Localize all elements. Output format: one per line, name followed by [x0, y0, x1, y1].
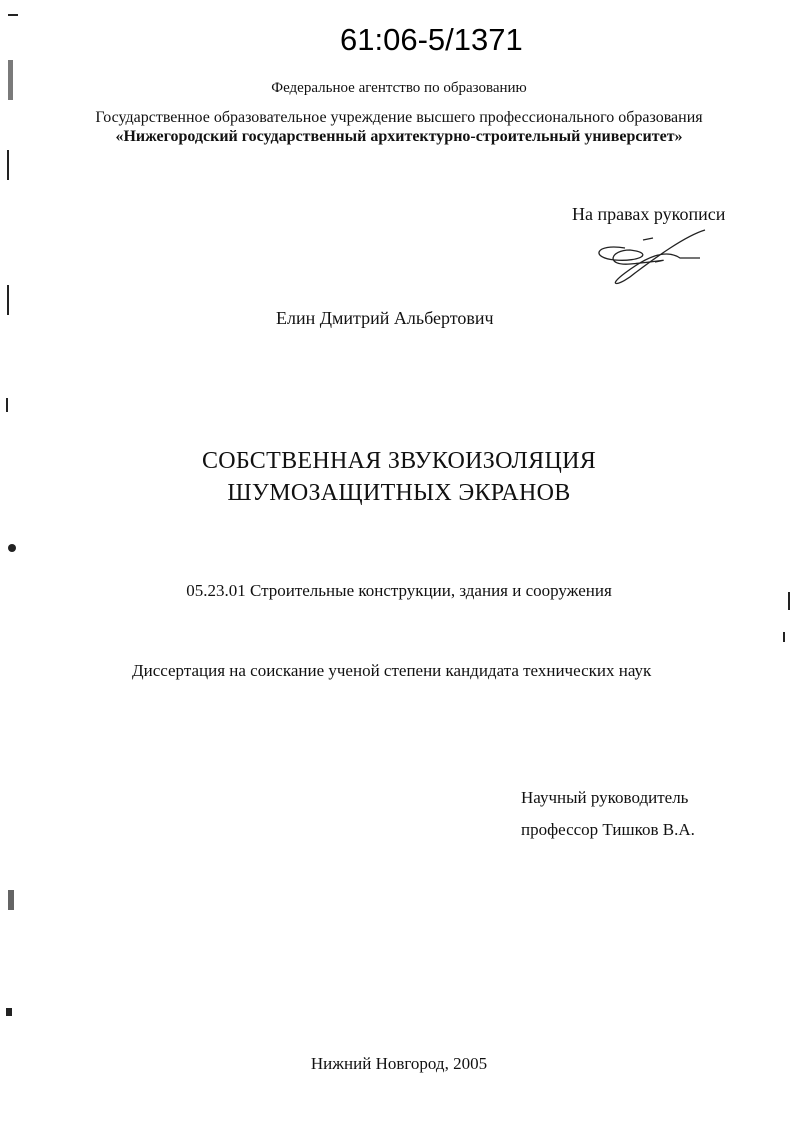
scan-artifact [8, 890, 14, 910]
scan-artifact [7, 285, 9, 315]
scan-artifact [8, 14, 18, 16]
signature [585, 228, 715, 288]
scan-artifact [783, 632, 785, 642]
supervisor-label: Научный руководитель [521, 788, 689, 807]
institution-name: Государственное образовательное учреждение высшего профессионального образования [95, 109, 703, 126]
scan-artifact [6, 1008, 12, 1016]
scan-artifact [7, 150, 9, 180]
scan-artifact [788, 592, 790, 610]
scan-artifact [8, 544, 16, 552]
manuscript-rights: На правах рукописи [572, 204, 726, 224]
scan-artifact [8, 60, 13, 100]
supervisor-name: профессор Тишков В.А. [521, 820, 695, 839]
scan-artifact [6, 398, 8, 412]
specialty: 05.23.01 Строительные конструкции, здания и сооружения [186, 581, 612, 600]
dissertation-title-line2: ШУМОЗАЩИТНЫХ ЭКРАНОВ [227, 480, 571, 506]
city-year: Нижний Новгород, 2005 [310, 1054, 488, 1073]
agency-name: Федеральное агентство по образованию [271, 80, 527, 96]
dissertation-title-line1: СОБСТВЕННАЯ ЗВУКОИЗОЛЯЦИЯ [201, 448, 597, 474]
university-name: «Нижегородский государственный архитектурно-строительный университет» [115, 128, 683, 145]
degree-statement: Диссертация на соискание ученой степени кандидата технических наук [132, 661, 652, 680]
author-name: Елин Дмитрий Альбертович [276, 308, 494, 328]
catalog-number: 61:06-5/1371 [340, 22, 523, 57]
